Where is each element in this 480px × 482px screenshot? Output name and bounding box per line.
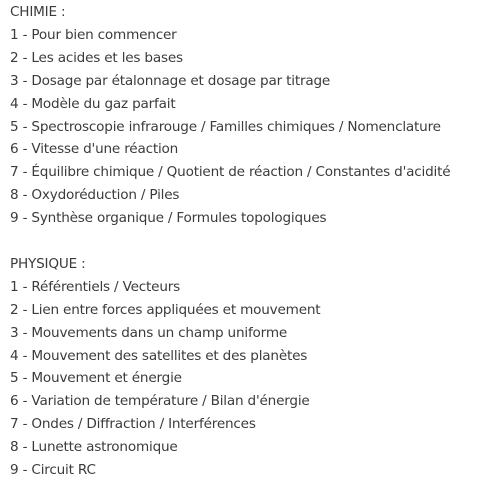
physique-item-7: 7 - Ondes / Diffraction / Interférences: [10, 416, 256, 433]
chimie-item-2: 2 - Les acides et les bases: [10, 49, 183, 66]
chimie-item-1: 1 - Pour bien commencer: [10, 26, 177, 43]
physique-section: [10, 253, 476, 482]
physique-item-3: 3 - Mouvements dans un champ uniforme: [10, 324, 288, 341]
chimie-item-3: 3 - Dosage par étalonnage et dosage par titrage: [10, 72, 331, 89]
physique-item-1: 1 - Référentiels / Vecteurs: [10, 278, 181, 295]
chimie-item-7: 7 - Équilibre chimique / Quotient de réaction / Constantes d'acidité: [10, 164, 451, 181]
document-body: [10, 0, 476, 482]
physique-item-9: 9 - Circuit RC: [10, 462, 96, 479]
chimie-section: [10, 1, 476, 230]
physique-item-4: 4 - Mouvement des satellites et des planètes: [10, 347, 308, 364]
physique-item-5: 5 - Mouvement et énergie: [10, 370, 182, 387]
physique-title: PHYSIQUE :: [10, 255, 86, 272]
chimie-item-4: 4 - Modèle du gaz parfait: [10, 95, 176, 112]
section-spacer: [10, 230, 476, 253]
chimie-item-9: 9 - Synthèse organique / Formules topologiques: [10, 210, 327, 227]
physique-item-2: 2 - Lien entre forces appliquées et mouvement: [10, 301, 321, 318]
chimie-item-8: 8 - Oxydoréduction / Piles: [10, 187, 180, 204]
chimie-item-5: 5 - Spectroscopie infrarouge / Familles chimiques / Nomenclature: [10, 118, 441, 135]
physique-item-6: 6 - Variation de température / Bilan d'énergie: [10, 393, 310, 410]
physique-item-8: 8 - Lunette astronomique: [10, 439, 178, 456]
chimie-item-6: 6 - Vitesse d'une réaction: [10, 141, 179, 158]
chimie-title: CHIMIE :: [10, 4, 66, 20]
